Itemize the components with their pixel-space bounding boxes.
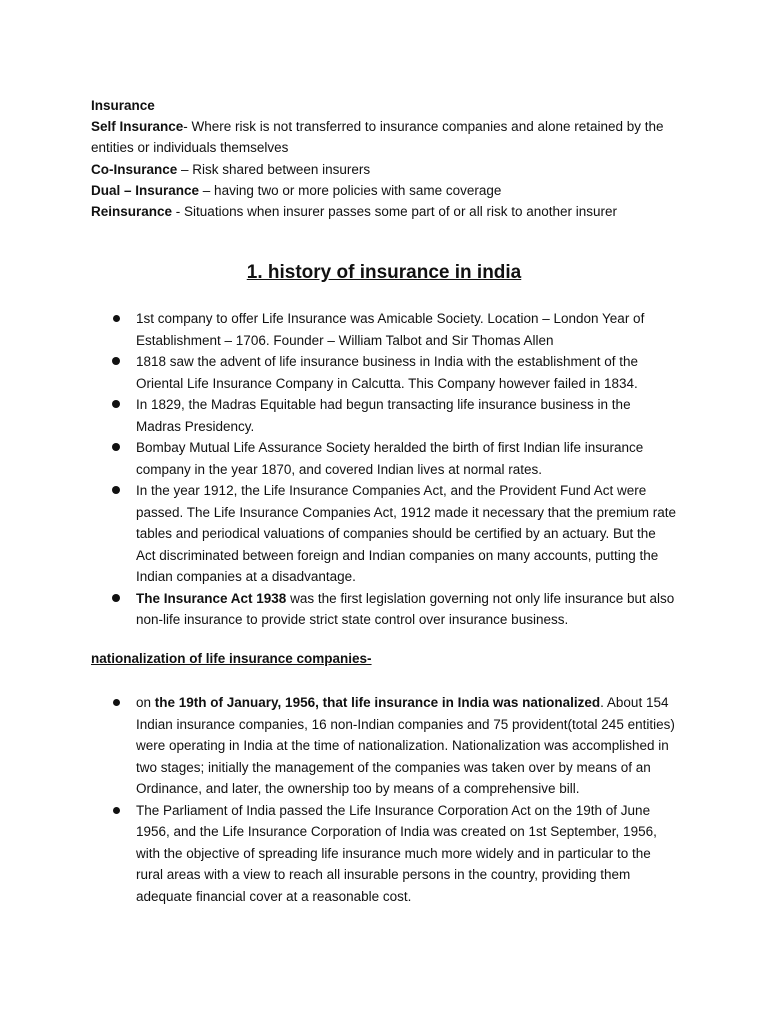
list-item — [112, 800, 677, 908]
item-text: was the first legislation governing not only life insurance but also non-life insurance to provide strict state control over insurance business. — [136, 590, 675, 627]
list-item — [112, 588, 677, 631]
item-text: In 1829, the Madras Equitable had begun transacting life insurance business in the Madras Presidency. — [136, 397, 631, 434]
list-item — [112, 437, 677, 480]
bullet-icon — [112, 594, 120, 602]
list-item — [112, 394, 677, 437]
item-text: . About 154 Indian insurance companies, 16 non-Indian companies and 75 provident(total 245 entities) were operating in India at the time of nationalization. Nationalization was accomplished in two stages; initially the management of the companies was taken over by means of an Ordinance, and later, the ownership too by means of a comprehensive bill. — [136, 695, 675, 796]
definition-text: – having two or more policies with same coverage — [199, 182, 502, 198]
list-item — [112, 480, 677, 588]
list-item — [112, 308, 677, 351]
item-text: 1818 saw the advent of life insurance business in India with the establishment of the Oriental Life Insurance Company in Calcutta. This Company however failed in 1834. — [136, 354, 639, 391]
definition-co-insurance — [91, 159, 681, 180]
bullet-icon — [113, 807, 120, 814]
list-item — [112, 692, 677, 800]
term: Self Insurance — [91, 119, 184, 135]
definition-text: - Where risk is not transferred to insurance companies and alone retained by the entities or individuals themselves — [91, 119, 664, 156]
bullet-icon — [112, 486, 120, 494]
history-list — [112, 308, 677, 631]
list-item — [112, 351, 677, 394]
term: Co-Insurance — [91, 161, 178, 177]
item-text: In the year 1912, the Life Insurance Companies Act, and the Provident Fund Act were passed. The Life Insurance Companies Act, 1912 made it necessary that the premium rate tables and periodical valuations of companies should be certified by an actuary. But the Act discriminated between foreign and Indian companies on many accounts, putting the Indian companies at a disadvantage. — [136, 483, 677, 584]
definitions-heading: Insurance — [91, 98, 155, 113]
bullet-icon — [112, 443, 120, 451]
item-text: Bombay Mutual Life Assurance Society heralded the birth of first Indian life insurance company in the year 1870, and covered Indian lives at normal rates. — [136, 440, 644, 477]
bullet-icon — [112, 400, 120, 408]
definitions-block — [91, 95, 681, 222]
definition-reinsurance — [91, 201, 681, 222]
item-bold-text: The Insurance Act 1938 — [136, 590, 287, 606]
definition-dual-insurance — [91, 180, 681, 201]
term: Reinsurance — [91, 204, 173, 220]
definition-self-insurance — [91, 116, 681, 158]
bullet-icon — [112, 357, 120, 365]
item-text: The Parliament of India passed the Life Insurance Corporation Act on the 19th of June 1956, and the Life Insurance Corporation of India was created on 1st September, 1956, with the objective of spreading life insurance much more widely and in particular to the rural areas with a view to reach all insurable persons in the country, providing them adequate financial cover at a reasonable cost. — [136, 802, 657, 904]
nationalization-list — [112, 692, 677, 907]
definition-text: - Situations when insurer passes some part of or all risk to another insurer — [172, 204, 617, 220]
item-prefix: on — [136, 695, 155, 710]
bullet-icon — [113, 699, 120, 706]
nationalization-heading: nationalization of life insurance companies- — [91, 651, 372, 666]
history-heading: 1. history of insurance in india — [246, 262, 522, 283]
definition-text: – Risk shared between insurers — [177, 161, 371, 177]
item-bold-text: the 19th of January, 1956, that life insurance in India was nationalized — [154, 695, 601, 710]
term: Dual – Insurance — [91, 182, 200, 198]
bullet-icon — [113, 315, 120, 322]
item-text: 1st company to offer Life Insurance was Amicable Society. Location – London Year of Establishment – 1706. Founder – William Talbot and Sir Thomas Allen — [136, 311, 645, 348]
